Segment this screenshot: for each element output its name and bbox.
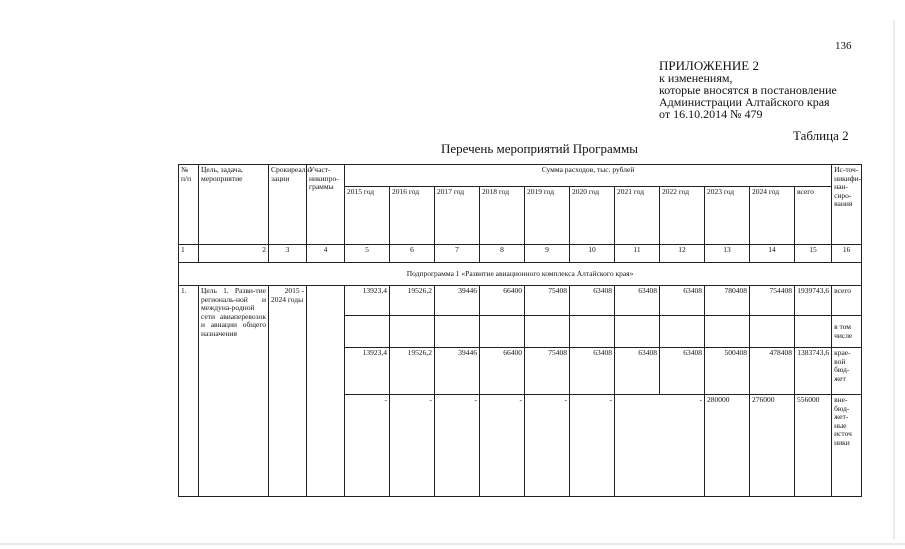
row-terms-end: 2024 годы — [271, 294, 304, 304]
header-year: 2020 год — [570, 187, 615, 245]
row-participants — [307, 286, 345, 497]
value-cell: 13923,4 — [345, 348, 390, 395]
total-cell — [795, 316, 832, 348]
column-number: 10 — [570, 245, 615, 263]
row-goal: Цель 1. Разви-тие региональ-ной и междуна-родной сети авиаперевозок и авиации общего назначения — [199, 286, 269, 497]
subprogram-title: Подпрограмма 1 «Развитие авиационного комплекса Алтайского края» — [179, 263, 862, 286]
value-cell: - — [570, 395, 615, 497]
column-number: 8 — [480, 245, 525, 263]
appendix-line: к изменениям, — [659, 71, 733, 85]
row-num: 1. — [179, 286, 199, 497]
value-cell — [570, 316, 615, 348]
value-cell — [525, 316, 570, 348]
value-cell — [480, 316, 525, 348]
appendix-title: ПРИЛОЖЕНИЕ 2 — [659, 58, 759, 73]
header-source: Ис-точ-никифи-нан-сиро-вания — [832, 165, 862, 245]
column-number: 12 — [660, 245, 705, 263]
appendix-block — [659, 60, 837, 120]
column-number: 11 — [615, 245, 660, 263]
header-year: 2024 год — [750, 187, 795, 245]
value-cell: 63408 — [570, 348, 615, 395]
row-terms-start: 2015 - — [284, 286, 304, 295]
header-total: всего — [795, 187, 832, 245]
column-number: 4 — [307, 245, 345, 263]
value-cell: 19526,2 — [390, 286, 435, 316]
value-cell — [435, 316, 480, 348]
column-number: 7 — [435, 245, 480, 263]
page-number: 136 — [835, 40, 852, 52]
header-year: 2017 год — [435, 187, 480, 245]
value-cell: 63408 — [615, 286, 660, 316]
column-number: 3 — [269, 245, 307, 263]
header-year: 2016 год — [390, 187, 435, 245]
scan-edge-bottom — [0, 543, 905, 545]
measures-table — [178, 164, 862, 497]
header-year: 2022 год — [660, 187, 705, 245]
header-participants: Участ-никипро-граммы — [307, 165, 345, 245]
scan-edge-right — [893, 20, 895, 540]
value-cell: 75408 — [525, 286, 570, 316]
value-cell: - — [345, 395, 390, 497]
value-cell: 63408 — [615, 348, 660, 395]
source-cell: крае-вой бюд-жет — [832, 348, 862, 395]
value-cell: 19526,2 — [390, 348, 435, 395]
value-cell: - — [435, 395, 480, 497]
column-number: 2 — [199, 245, 269, 263]
value-cell: - — [660, 395, 705, 497]
value-cell: 63408 — [660, 286, 705, 316]
appendix-line: от 16.10.2014 № 479 — [659, 107, 763, 121]
total-cell: 1939743,6 — [795, 286, 832, 316]
appendix-line: Администрации Алтайского края — [659, 95, 830, 109]
value-cell: 66400 — [480, 348, 525, 395]
header-sum: Сумма расходов, тыс. рублей — [345, 165, 832, 187]
value-cell: 276000 — [750, 395, 795, 497]
column-number: 15 — [795, 245, 832, 263]
header-goal: Цель, задача, мероприятие — [199, 165, 269, 245]
table-label: Таблица 2 — [793, 128, 849, 143]
total-cell: 556000 — [795, 395, 832, 497]
value-cell: 280000 — [705, 395, 750, 497]
header-year: 2018 год — [480, 187, 525, 245]
value-cell — [615, 316, 660, 348]
header-terms: Срокиреали-зации — [269, 165, 307, 245]
value-cell: 500408 — [705, 348, 750, 395]
value-cell: 754408 — [750, 286, 795, 316]
column-number: 5 — [345, 245, 390, 263]
value-cell — [705, 316, 750, 348]
source-cell: всего — [832, 286, 862, 316]
total-cell: 1383743,6 — [795, 348, 832, 395]
value-cell: - — [390, 395, 435, 497]
source-cell: в том числе — [832, 316, 862, 348]
value-cell — [660, 316, 705, 348]
header-year: 2015 год — [345, 187, 390, 245]
value-cell — [345, 316, 390, 348]
value-cell: - — [525, 395, 570, 497]
header-year: 2023 год — [705, 187, 750, 245]
value-cell: 66400 — [480, 286, 525, 316]
column-number: 1 — [179, 245, 199, 263]
value-cell: 63408 — [570, 286, 615, 316]
column-number: 14 — [750, 245, 795, 263]
value-cell: 13923,4 — [345, 286, 390, 316]
header-year: 2021 год — [615, 187, 660, 245]
source-cell: вне-бюд-жет-ные источ ники — [832, 395, 862, 497]
value-cell: 63408 — [660, 348, 705, 395]
row-terms — [269, 286, 307, 497]
value-cell: 75408 — [525, 348, 570, 395]
table-title: Перечень мероприятий Программы — [441, 141, 638, 156]
column-number: 6 — [390, 245, 435, 263]
header-num: № п/п — [179, 165, 199, 245]
value-cell — [615, 395, 660, 497]
column-number: 16 — [832, 245, 862, 263]
header-year: 2019 год — [525, 187, 570, 245]
column-number: 9 — [525, 245, 570, 263]
appendix-line: которые вносятся в постановление — [659, 83, 837, 97]
value-cell: 478408 — [750, 348, 795, 395]
value-cell: 39446 — [435, 286, 480, 316]
column-number: 13 — [705, 245, 750, 263]
value-cell — [750, 316, 795, 348]
value-cell: - — [480, 395, 525, 497]
value-cell: 39446 — [435, 348, 480, 395]
value-cell — [390, 316, 435, 348]
value-cell: 780408 — [705, 286, 750, 316]
